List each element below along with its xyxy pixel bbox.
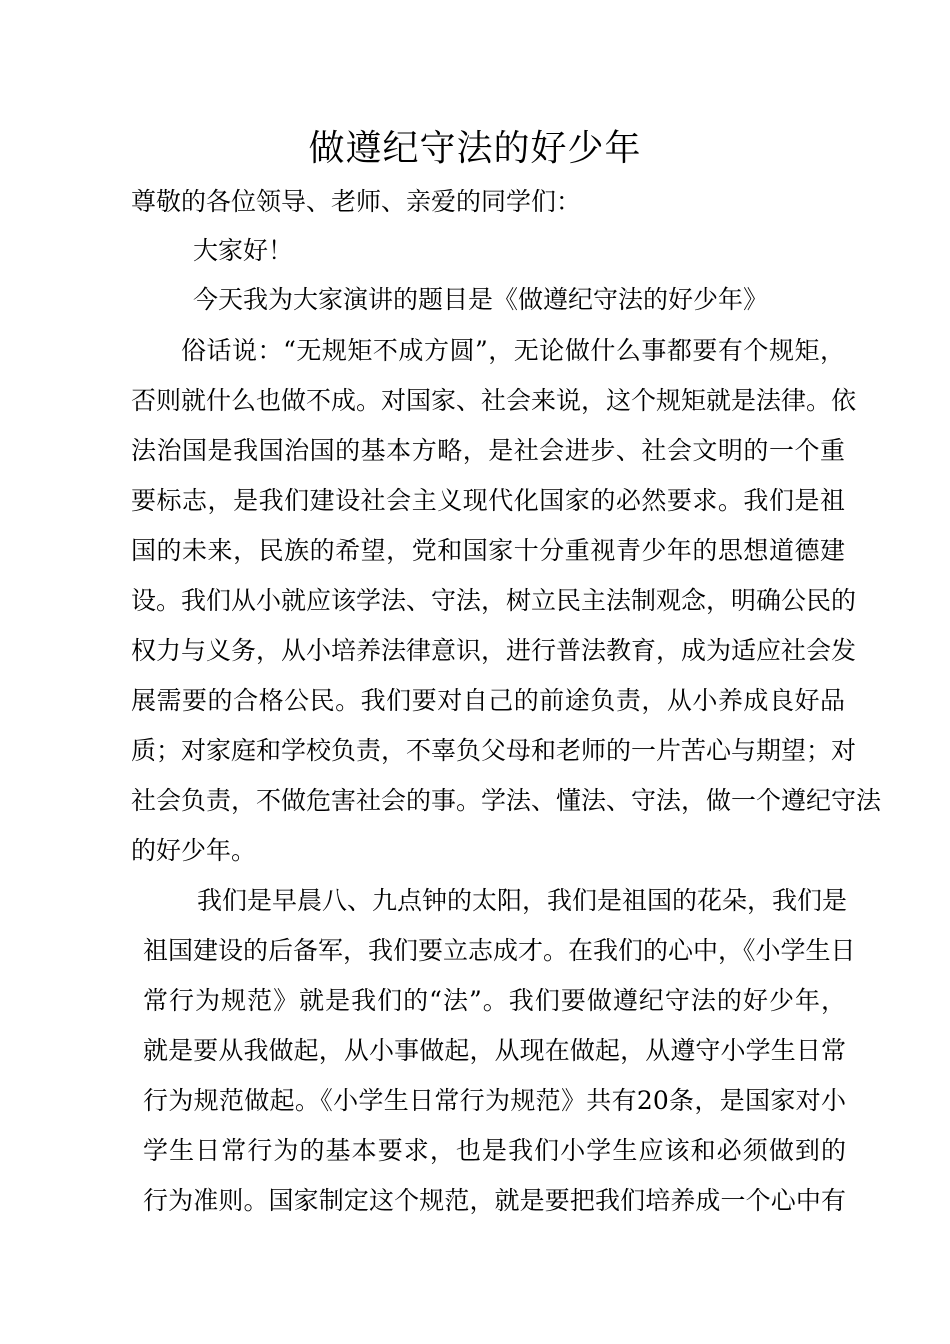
paragraph-2-line: 我们是早晨八、九点钟的太阳，我们是祖国的花朵，我们是 xyxy=(197,886,848,915)
paragraph-2-line: 学生日常行为的基本要求，也是我们小学生应该和必须做到的 xyxy=(143,1136,846,1165)
paragraph-1-line: 社会负责，不做危害社会的事。学法、懂法、守法，做一个遵纪守法 xyxy=(131,786,882,815)
salutation-line: 尊敬的各位领导、老师、亲爱的同学们： xyxy=(131,187,582,216)
paragraph-2-line: 行为准则。国家制定这个规范，就是要把我们培养成一个心中有 xyxy=(143,1186,846,1215)
paragraph-1-line: 的好少年。 xyxy=(131,836,257,865)
paragraph-1-line: 展需要的合格公民。我们要对自己的前途负责，从小养成良好品 xyxy=(131,686,845,715)
paragraph-1-line: 否则就什么也做不成。对国家、社会来说，这个规矩就是法律。依 xyxy=(131,386,857,415)
paragraph-2-line: 祖国建设的后备军，我们要立志成才。在我们的心中，《小学生日 xyxy=(143,936,856,965)
paragraph-2-line: 行为规范做起。《小学生日常行为规范》共有20条，是国家对小 xyxy=(143,1086,846,1115)
paragraph-2-line: 常行为规范》就是我们的“法”。我们要做遵纪守法的好少年， xyxy=(143,986,846,1015)
paragraph-1-line: 要标志，是我们建设社会主义现代化国家的必然要求。我们是祖 xyxy=(131,486,845,515)
greeting-line: 大家好！ xyxy=(193,236,294,265)
paragraph-1-line: 权力与义务，从小培养法律意识，进行普法教育，成为适应社会发 xyxy=(131,636,857,665)
paragraph-1-line: 法治国是我国治国的基本方略，是社会进步、社会文明的一个重 xyxy=(131,436,845,465)
paragraph-1-line: 俗话说：“无规矩不成方圆”，无论做什么事都要有个规矩， xyxy=(181,336,845,365)
paragraph-1-line: 国的未来，民族的希望，党和国家十分重视青少年的思想道德建 xyxy=(131,536,845,565)
document-title: 做遵纪守法的好少年 xyxy=(308,128,642,169)
paragraph-1-line: 设。我们从小就应该学法、守法，树立民主法制观念，明确公民的 xyxy=(131,586,857,615)
intro-line: 今天我为大家演讲的题目是《做遵纪守法的好少年》 xyxy=(193,285,769,314)
paragraph-1-line: 质；对家庭和学校负责，不辜负父母和老师的一片苦心与期望；对 xyxy=(131,736,857,765)
paragraph-2-line: 就是要从我做起，从小事做起，从现在做起，从遵守小学生日常 xyxy=(143,1036,846,1065)
